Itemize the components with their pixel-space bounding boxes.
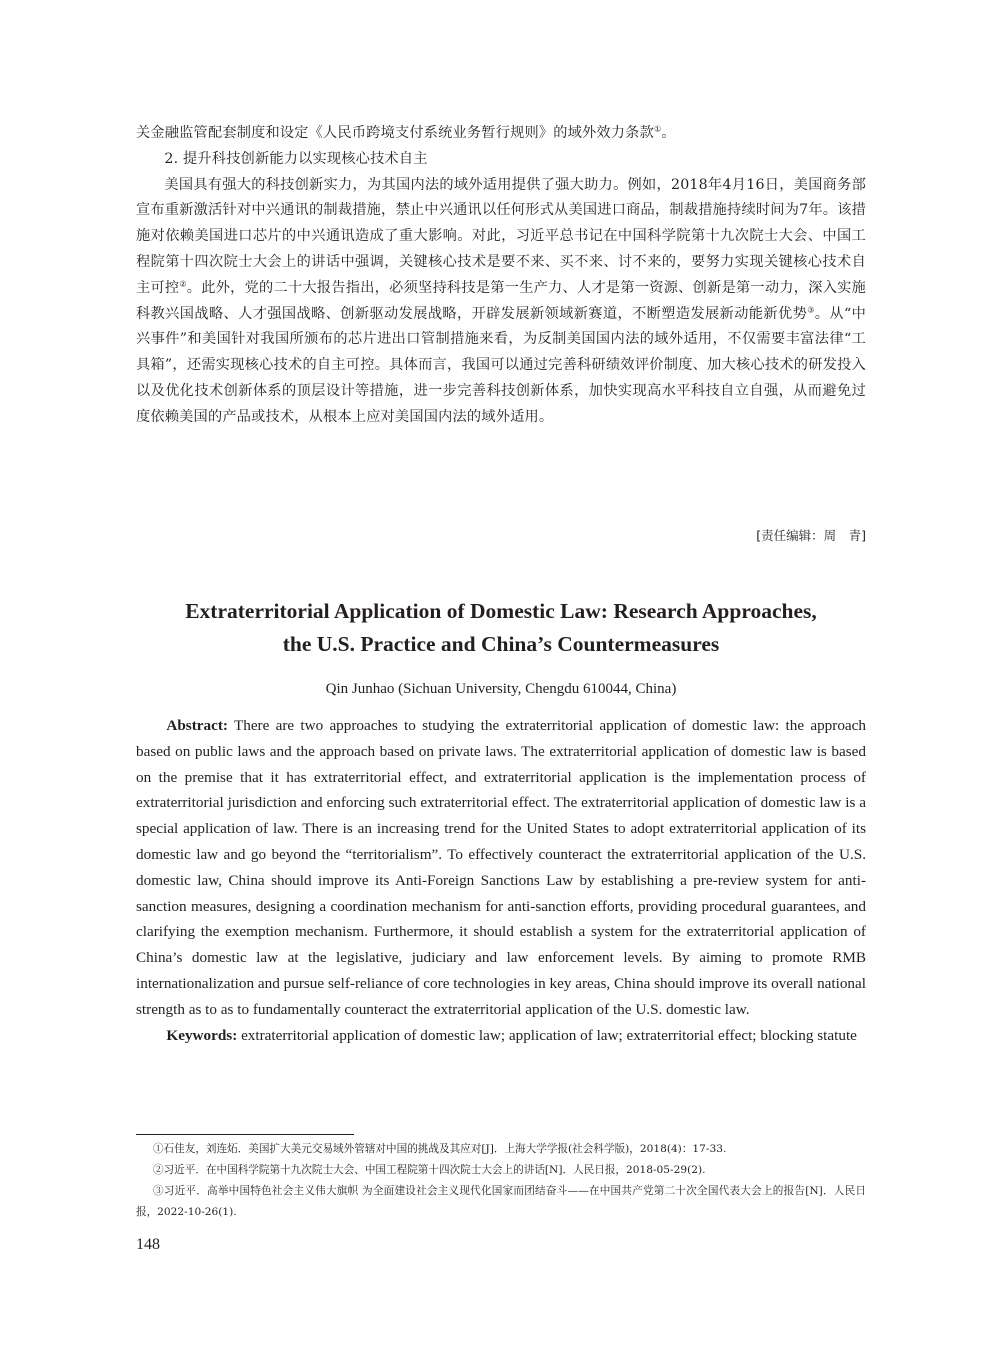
footnotes bbox=[136, 1139, 866, 1223]
author-affiliation: Qin Junhao (Sichuan University, Chengdu 610044, China) bbox=[325, 681, 677, 697]
section-heading: 2. 提升科技创新能力以实现核心技术自主 bbox=[164, 150, 428, 167]
keywords-label: Keywords: bbox=[166, 1026, 238, 1044]
title-line-1: Extraterritorial Application of Domestic Law: Research Approaches, bbox=[185, 599, 817, 623]
continuation-end: 。 bbox=[661, 125, 676, 141]
keywords-paragraph bbox=[136, 1023, 866, 1049]
paragraph-text-3: 。从“中兴事件”和美国针对我国所颁布的芯片进出口管制措施来看，为反制美国国内法的域外适用，不仅需要丰富法律“工具箱”，还需实现核心技术的自主可控。具体而言，我国可以通过完善科研绩效评价制度、加大核心技术的研发投入以及优化技术创新体系的顶层设计等措施，进一步完善科技创新体系，加快实现高水平科技自立自强，从而避免过度依赖美国的产品或技术，从根本上应对美国国内法的域外适用。 bbox=[136, 305, 866, 425]
keywords-text: extraterritorial application of domestic law; application of law; extraterritorial effect; blocking statute bbox=[237, 1026, 857, 1044]
footnote-ref-2[interactable]: ② bbox=[179, 279, 187, 289]
title-line-2: the U.S. Practice and China’s Countermeasures bbox=[282, 632, 720, 656]
editor-note: [责任编辑：周 青] bbox=[756, 528, 866, 543]
footnote-ref-1[interactable]: ① bbox=[653, 124, 662, 134]
paragraph-text-2: 。此外，党的二十大报告指出，必须坚持科技是第一生产力、人才是第一资源、创新是第一动力，深入实施科教兴国战略、人才强国战略、创新驱动发展战略，开辟发展新领域新赛道，不断塑造发展新动能新优势 bbox=[136, 279, 866, 322]
page-number: 148 bbox=[136, 1236, 160, 1253]
paragraph-text-1: 美国具有强大的科技创新实力，为其国内法的域外适用提供了强大助力。例如，2018年4月16日，美国商务部宣布重新激活针对中兴通讯的制裁措施，禁止中兴通讯以任何形式从美国进口商品，制裁措施持续时间为7年。该措施对依赖美国进口芯片的中兴通讯造成了重大影响。对此，习近平总书记在中国科学院第十九次院士大会、中国工程院第十四次院士大会上的讲话中强调，关键核心技术是要不来、买不来、讨不来的，要努力实现关键核心技术自主可控 bbox=[136, 176, 866, 296]
english-title bbox=[116, 595, 886, 661]
chinese-section bbox=[136, 121, 866, 431]
continuation-text: 关金融监管配套制度和设定《人民币跨境支付系统业务暂行规则》的域外效力条款 bbox=[136, 125, 654, 141]
english-abstract bbox=[136, 713, 866, 1048]
abstract-text: There are two approaches to studying the extraterritorial application of domestic law: the approach based on public laws and the approach based on private laws. The extraterritorial application of domestic law is based on the premise that it has extraterritorial effect, and extraterritorial application is the implementation process of extraterritorial jurisdiction and enforcing such extraterritorial effect. The extraterritorial application of domestic law is a special application of law. There is an increasing trend for the United States to adopt extraterritorial application of its domestic law and go beyond the “territorialism”. To effectively counteract the extraterritorial application of the U.S. domestic law, China should improve its Anti-Foreign Sanctions Law by establishing a pre-review system for anti-sanction measures, designing a coordination mechanism for anti-sanction efforts, providing procedural guarantees, and clarifying the exemption mechanism. Furthermore, it should establish a system for the extraterritorial application of China’s domestic law at the legislative, judiciary and law enforcement levels. By aiming to promote RMB internationalization and pursue self-reliance of core technologies in key areas, China should improve its overall national strength as to as to fundamentally counteract the extraterritorial application of the U.S. domestic law. bbox=[136, 717, 866, 1018]
continuation-paragraph bbox=[136, 121, 866, 147]
footnote-divider bbox=[136, 1134, 354, 1135]
footnote-2: ②习近平．在中国科学院第十九次院士大会、中国工程院第十四次院士大会上的讲话[N]．人民日报，2018-05-29(2). bbox=[152, 1164, 706, 1176]
body-paragraph bbox=[136, 173, 866, 431]
footnote-1: ①石佳友，刘连炻．美国扩大美元交易域外管辖对中国的挑战及其应对[J]．上海大学学报(社会科学版)，2018(4)：17-33. bbox=[152, 1143, 727, 1155]
footnote-3: ③习近平．高举中国特色社会主义伟大旗帜 为全面建设社会主义现代化国家而团结奋斗——在中国共产党第二十次全国代表大会上的报告[N]．人民日报，2022-10-26(1). bbox=[136, 1185, 866, 1218]
abstract-paragraph bbox=[136, 713, 866, 1023]
abstract-label: Abstract: bbox=[166, 717, 228, 734]
footnote-ref-3[interactable]: ③ bbox=[807, 304, 815, 314]
